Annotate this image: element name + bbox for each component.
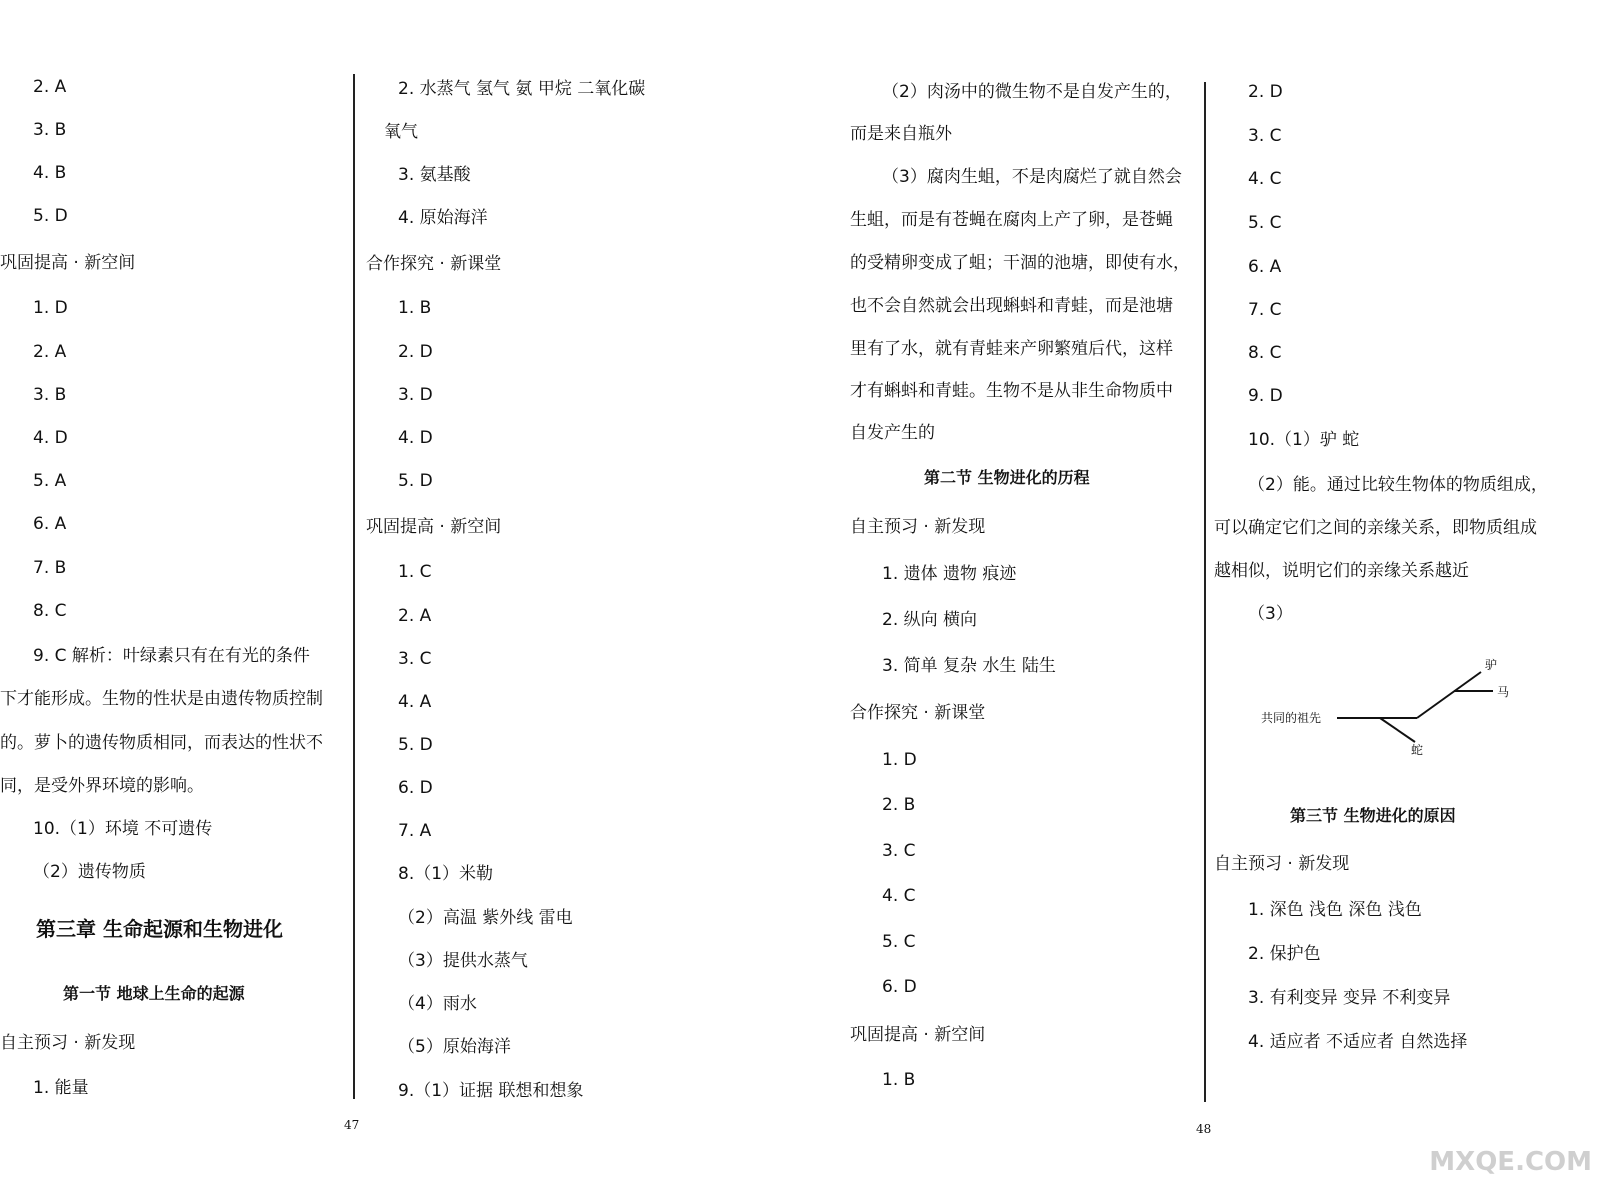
answer-line: 1. 遗体 遗物 痕迹 (882, 564, 1017, 584)
answer-line: 4. C (1248, 169, 1282, 189)
answer-line: 5. D (398, 471, 433, 491)
answer-line: 1. C (398, 562, 432, 582)
answer-line: （2）能。通过比较生物体的物质组成， (1248, 475, 1548, 495)
answer-line: 自发产生的 (850, 423, 935, 443)
answer-line: 8.（1）米勒 (398, 864, 494, 884)
chapter-title: 第三章 生命起源和生物进化 (36, 917, 283, 941)
answer-line: 的受精卵变成了蛆；干涸的池塘，即使有水， (850, 253, 1190, 273)
answer-line: 6. D (882, 977, 917, 997)
answer-line: 1. B (882, 1070, 916, 1090)
answer-line: 3. B (33, 120, 67, 140)
answer-line: 2. A (398, 606, 432, 626)
answer-line: 1. B (398, 298, 432, 318)
tree-label-snake: 蛇 (1411, 743, 1424, 757)
answer-line: 3. 有利变异 变异 不利变异 (1248, 988, 1451, 1008)
answer-line: 1. 深色 浅色 深色 浅色 (1248, 900, 1422, 920)
answer-line: 9. C 解析：叶绿素只有在有光的条件 (33, 646, 310, 666)
answer-line: 1. D (33, 298, 68, 318)
answer-line: 4. 原始海洋 (398, 208, 488, 228)
answer-line: 9. D (1248, 386, 1283, 406)
answer-line: （5）原始海洋 (398, 1037, 511, 1057)
answer-line: 2. 纵向 横向 (882, 610, 978, 630)
answer-line: 4. 适应者 不适应者 自然选择 (1248, 1032, 1468, 1052)
answer-line: 3. C (882, 841, 916, 861)
answer-line: 4. A (398, 692, 432, 712)
subheading: 巩固提高 · 新空间 (850, 1025, 986, 1045)
section-title: 第三节 生物进化的原因 (1290, 806, 1456, 825)
answer-line: 5. C (882, 932, 916, 952)
answer-line: 同，是受外界环境的影响。 (0, 776, 204, 796)
answer-line: 而是来自瓶外 (850, 124, 952, 144)
answer-line: 6. A (33, 514, 67, 534)
answer-line: 也不会自然就会出现蝌蚪和青蛙，而是池塘 (850, 296, 1173, 316)
answer-line: 8. C (33, 601, 67, 621)
page-number-left: 47 (344, 1118, 360, 1132)
answer-line: （4）雨水 (398, 994, 477, 1014)
answer-line: 1. 能量 (33, 1078, 89, 1098)
answer-line: 7. A (398, 821, 432, 841)
answer-line: 可以确定它们之间的亲缘关系，即物质组成 (1214, 518, 1537, 538)
answer-line: 4. C (882, 886, 916, 906)
subheading: 自主预习 · 新发现 (0, 1033, 136, 1053)
answer-line: （2）肉汤中的微生物不是自发产生的， (882, 82, 1182, 102)
answer-line: （2）高温 紫外线 雷电 (398, 908, 573, 928)
watermark: MXQE.COM (1429, 1147, 1592, 1177)
answer-line: 3. C (1248, 126, 1282, 146)
section-title: 第一节 地球上生命的起源 (63, 984, 245, 1003)
answer-line: 生蛆，而是有苍蝇在腐肉上产了卵，是苍蝇 (850, 210, 1173, 230)
answer-line: 里有了水，就有青蛙来产卵繁殖后代，这样 (850, 339, 1173, 359)
answer-line: （3） (1248, 604, 1293, 624)
answer-line: 才有蝌蚪和青蛙。生物不是从非生命物质中 (850, 381, 1173, 401)
phylogenetic-tree (1255, 650, 1520, 765)
tree-label-donkey: 驴 (1485, 658, 1498, 672)
subheading: 合作探究 · 新课堂 (850, 703, 986, 723)
tree-root-label: 共同的祖先 (1261, 711, 1322, 725)
answer-line: 3. B (33, 385, 67, 405)
answer-line: 5. D (33, 206, 68, 226)
answer-line: 1. D (882, 750, 917, 770)
answer-line: （3）提供水蒸气 (398, 951, 528, 971)
answer-line: 7. B (33, 558, 67, 578)
answer-line: 7. C (1248, 300, 1282, 320)
answer-line: 5. A (33, 471, 67, 491)
subheading: 自主预习 · 新发现 (850, 517, 986, 537)
answer-line: （2）遗传物质 (33, 862, 146, 882)
section-title: 第二节 生物进化的历程 (924, 468, 1090, 487)
answer-line: 5. C (1248, 213, 1282, 233)
answer-line: 2. D (398, 342, 433, 362)
answer-line: 5. D (398, 735, 433, 755)
tree-label-horse: 马 (1497, 685, 1510, 699)
answer-line: 2. A (33, 342, 67, 362)
answer-line: 3. 氨基酸 (398, 165, 471, 185)
answer-line: 4. D (33, 428, 68, 448)
answer-line: 3. C (398, 649, 432, 669)
answer-line: 3. 简单 复杂 水生 陆生 (882, 656, 1056, 676)
answer-line: 氧气 (384, 122, 418, 142)
answer-line: （3）腐肉生蛆，不是肉腐烂了就自然会 (882, 167, 1182, 187)
answer-line: 下才能形成。生物的性状是由遗传物质控制 (0, 689, 323, 709)
subheading: 巩固提高 · 新空间 (0, 253, 136, 273)
answer-line: 10.（1）驴 蛇 (1248, 430, 1360, 450)
subheading: 合作探究 · 新课堂 (366, 254, 502, 274)
answer-line: 的。萝卜的遗传物质相同，而表达的性状不 (0, 733, 323, 753)
subheading: 巩固提高 · 新空间 (366, 517, 502, 537)
answer-line: 4. B (33, 163, 67, 183)
subheading: 自主预习 · 新发现 (1214, 854, 1350, 874)
answer-line: 9.（1）证据 联想和想象 (398, 1081, 584, 1101)
column-divider (1204, 82, 1206, 1102)
answer-line: 2. 保护色 (1248, 944, 1321, 964)
answer-line: 10.（1）环境 不可遗传 (33, 819, 213, 839)
page-number-right: 48 (1196, 1122, 1212, 1136)
answer-line: 4. D (398, 428, 433, 448)
answer-line: 6. A (1248, 257, 1282, 277)
answer-line: 8. C (1248, 343, 1282, 363)
answer-line: 3. D (398, 385, 433, 405)
answer-line: 2. A (33, 77, 67, 97)
column-divider (353, 74, 355, 1099)
answer-line: 2. B (882, 795, 916, 815)
answer-line: 2. D (1248, 82, 1283, 102)
answer-line: 越相似，说明它们的亲缘关系越近 (1214, 561, 1469, 581)
answer-line: 2. 水蒸气 氢气 氨 甲烷 二氧化碳 (398, 79, 646, 99)
answer-line: 6. D (398, 778, 433, 798)
